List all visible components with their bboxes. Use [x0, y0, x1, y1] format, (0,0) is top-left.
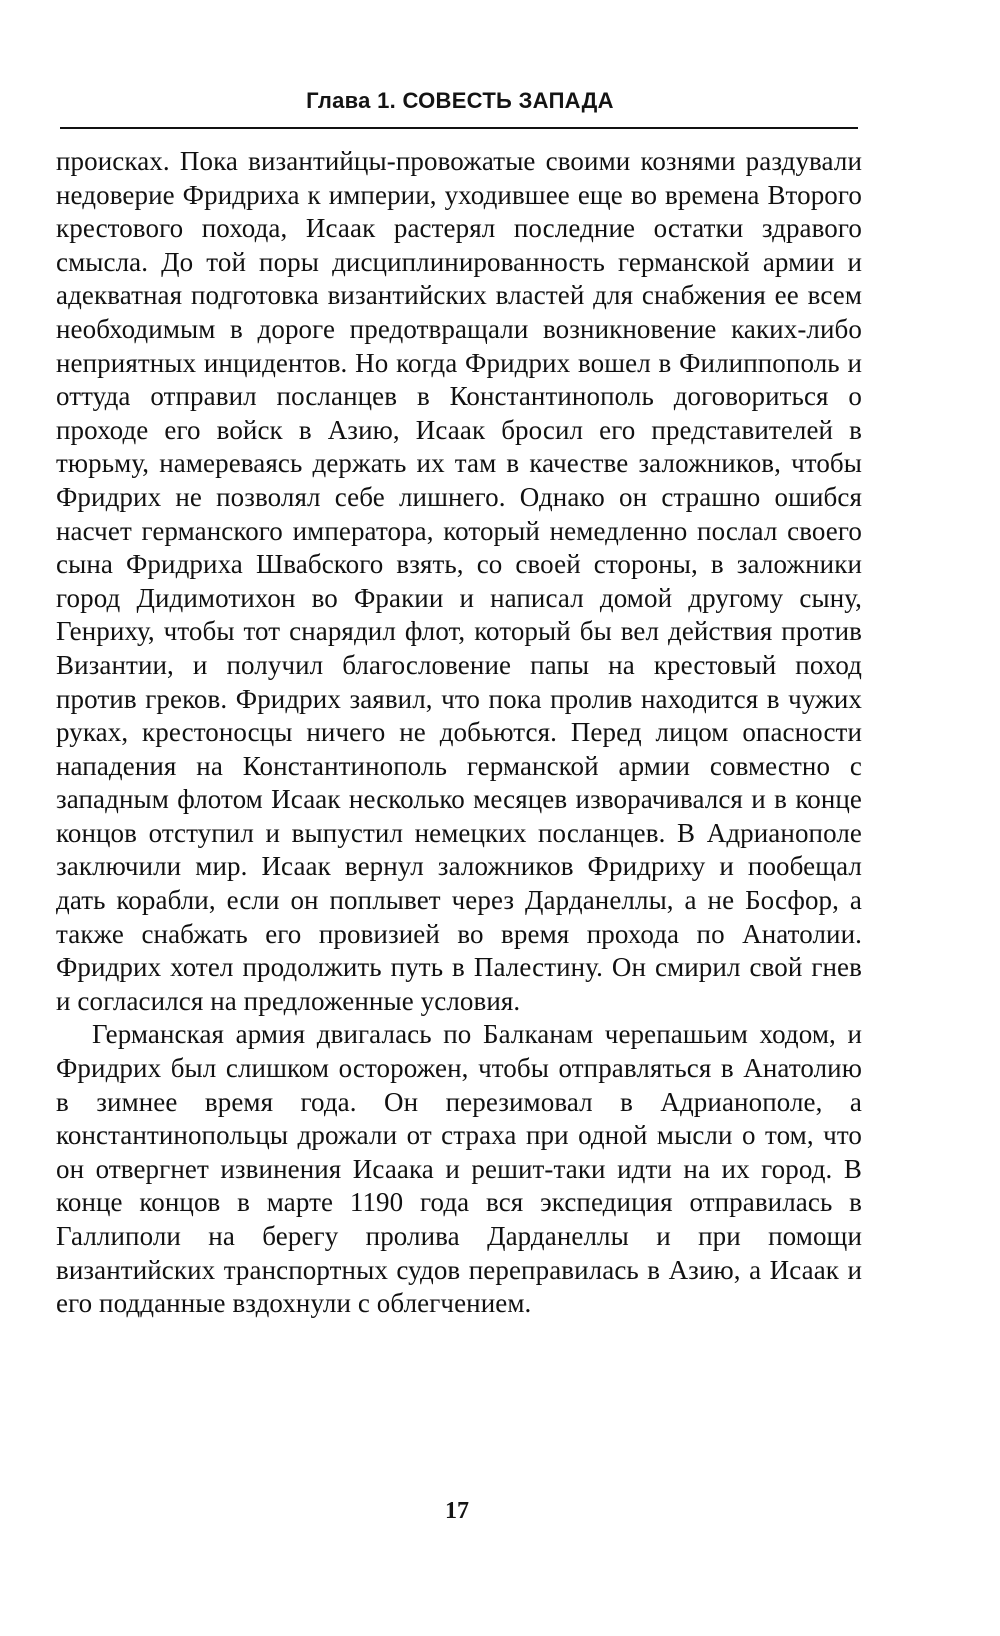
page-number: 17: [445, 1498, 469, 1524]
body-text: [56, 145, 862, 1321]
paragraph: Германская армия двигалась по Балканам черепашьим ходом, и Фридрих был слишком осторожен, чтобы отправляться в Анатолию в зимнее время года. Он перезимовал в Адрианополе, а константинопольцы дрожали от страха при одной мысли о том, что он отвергнет извинения Исаака и решит-таки идти на их город. В конце концов в марте 1190 года вся экспедиция отправилась в Галлиполи на берегу пролива Дарданеллы и при помощи византийских транспортных судов переправилась в Азию, а Исаак и его подданные вздохнули с облегчением.: [56, 1019, 862, 1319]
paragraph-continued: происках. Пока византийцы-провожатые своими кознями раздували недоверие Фридриха к империи, уходившее еще во времена Второго крестового похода, Исаак растерял последние остатки здравого смысла. До той поры дисциплинированность германской армии и адекватная подготовка византийских властей для снабжения ее всем необходимым в дороге предотвращали возникновение каких-либо неприятных инцидентов. Но когда Фридрих вошел в Филиппополь и оттуда отправил посланцев в Константинополь договориться о проходе его войск в Азию, Исаак бросил его представителей в тюрьму, намереваясь держать их там в качестве заложников, чтобы Фридрих не позволял себе лишнего. Однако он страшно ошибся насчет германского императора, который немедленно послал своего сына Фридриха Швабского взять, со своей стороны, в заложники город Дидимотихон во Фракии и написал домой другому сыну, Генриху, чтобы тот снарядил флот, который бы вел действия против Византии, и получил благословение папы на крестовый поход против греков. Фридрих заявил, что пока пролив находится в чужих руках, крестоносцы ничего не добьются. Перед лицом опасности нападения на Константинополь германской армии совместно с западным флотом Исаак несколько месяцев изворачивался и в конце концов отступил и выпустил немецких посланцев. В Адрианополе заключили мир. Исаак вернул заложников Фридриху и пообещал дать корабли, если он поплывет через Дарданеллы, а не Босфор, а также снабжать его провизией во время прохода по Анатолии. Фридрих хотел продолжить путь в Палестину. Он смирил свой гнев и согласился на предложенные условия.: [56, 146, 862, 1016]
running-header: Глава 1. СОВЕСТЬ ЗАПАДА: [306, 88, 614, 113]
header-rule: [60, 127, 858, 129]
